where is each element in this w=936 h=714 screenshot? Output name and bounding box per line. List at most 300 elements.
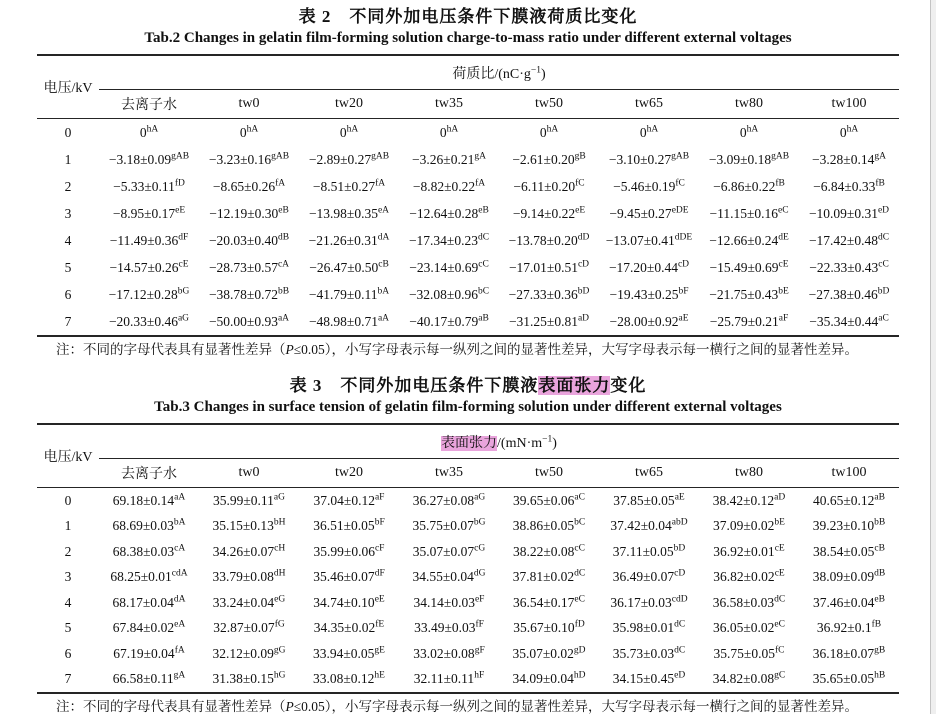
table-row [37, 514, 899, 540]
value-cell: $35.75\pm 0.07^{bG}$ [412, 517, 486, 534]
value-cell: $-3.23\pm 0.16^{gAB}$ [208, 151, 290, 167]
voltage-cell: 5 [64, 259, 72, 275]
value-cell: $37.81\pm 0.02^{dC}$ [512, 568, 586, 585]
value-cell: $-10.09\pm 0.31^{eD}$ [808, 205, 890, 221]
value-cell: $-17.01\pm 0.51^{cD}$ [508, 259, 590, 275]
value-cell: $34.09\pm 0.04^{hD}$ [512, 670, 586, 687]
significance-superscript: dC [674, 645, 686, 656]
significance-superscript: dA [377, 232, 390, 242]
significance-superscript: gB [574, 151, 586, 161]
value-cell: $-26.47\pm 0.50^{cB}$ [309, 259, 389, 275]
significance-superscript: eDE [671, 205, 689, 215]
value-cell: $-3.09\pm 0.18^{gAB}$ [708, 151, 790, 167]
value-cell: $34.74\pm 0.10^{eE}$ [313, 594, 385, 610]
column-header: tw50 [499, 90, 599, 119]
value-cell: $37.04\pm 0.12^{aF}$ [313, 492, 385, 508]
significance-superscript: eF [474, 594, 485, 605]
significance-superscript: hF [474, 670, 485, 681]
significance-superscript: dF [178, 232, 189, 242]
significance-superscript: eB [278, 205, 289, 215]
column-header: tw35 [399, 459, 499, 488]
note-text: ≤0.05），小写字母表示每一纵列之间的显著性差异，大写字母表示每一横行之间的显著性差异。 [293, 342, 859, 357]
value-cell: $-17.34\pm 0.23^{dC}$ [408, 232, 490, 248]
value-cell: $-12.64\pm 0.28^{eB}$ [409, 205, 489, 221]
voltage-cell: 3 [64, 569, 72, 585]
significance-superscript: cB [874, 543, 885, 554]
group-header-row [37, 424, 899, 459]
significance-superscript: dDE [674, 232, 693, 242]
voltage-cell: 2 [64, 543, 72, 559]
table-row [37, 173, 899, 200]
significance-superscript: dC [877, 232, 890, 242]
significance-superscript: gAB [171, 151, 190, 161]
value-cell: $-21.26\pm 0.31^{dA}$ [308, 232, 390, 248]
significance-superscript: hG [273, 670, 286, 681]
significance-superscript: aD [577, 313, 590, 323]
significance-superscript: aF [778, 313, 789, 323]
significance-superscript: fE [375, 619, 385, 630]
significance-superscript: hA [346, 124, 359, 134]
value-cell: $35.75\pm 0.05^{fC}$ [713, 645, 785, 661]
value-cell: $-41.79\pm 0.11^{bA}$ [308, 286, 390, 302]
value-cell: $0^{hA}$ [639, 124, 659, 140]
column-header-row [37, 90, 899, 119]
surface-tension-table [37, 423, 899, 694]
value-cell: $34.15\pm 0.45^{eD}$ [612, 670, 686, 687]
unit-suffix: ) [541, 66, 546, 82]
value-cell: $68.38\pm 0.03^{cA}$ [112, 543, 186, 559]
note-p-italic: P [285, 342, 294, 357]
significance-superscript: bF [374, 517, 385, 528]
significance-superscript: eC [777, 205, 789, 215]
significance-superscript: gAB [271, 151, 290, 161]
value-cell: −12.66±0.24dE [709, 232, 789, 248]
significance-superscript: fB [775, 178, 785, 188]
table2-note [28, 341, 908, 358]
significance-superscript: eD [877, 205, 890, 215]
table-row [37, 590, 899, 616]
value-cell: $0^{hA}$ [339, 124, 359, 140]
significance-superscript: cD [674, 568, 686, 579]
value-cell: $-38.78\pm 0.72^{bB}$ [208, 286, 290, 302]
table2-title-en: Tab.2 Changes in gelatin film-forming solution charge-to-mass ratio under different external voltages [144, 30, 792, 46]
significance-superscript: eB [874, 594, 885, 605]
significance-superscript: eB [478, 205, 489, 215]
value-cell: $-13.78\pm 0.20^{dD}$ [508, 232, 590, 248]
value-cell: $-13.98\pm 0.35^{eA}$ [308, 205, 390, 221]
significance-superscript: bD [577, 286, 590, 296]
value-cell: $40.65\pm 0.12^{aB}$ [813, 492, 885, 508]
value-cell: $0^{hA}$ [239, 124, 259, 140]
significance-superscript: aA [277, 313, 290, 323]
significance-superscript: cC [574, 543, 585, 554]
value-cell: $35.99\pm 0.06^{cF}$ [313, 543, 385, 559]
voltage-cell: 4 [64, 594, 72, 610]
value-cell: $-40.17\pm 0.79^{aB}$ [409, 313, 489, 329]
significance-superscript: hA [546, 124, 559, 134]
significance-superscript: aD [774, 492, 786, 503]
significance-superscript: eD [674, 670, 686, 681]
significance-superscript: dC [574, 568, 586, 579]
value-cell: $69.18\pm 0.14^{aA}$ [112, 492, 186, 508]
value-cell: $33.94\pm 0.05^{gE}$ [313, 645, 385, 661]
value-cell: $37.11\pm 0.05^{bD}$ [612, 543, 686, 559]
value-cell: $-28.73\pm 0.57^{cA}$ [208, 259, 290, 275]
table3-section [0, 375, 936, 714]
value-cell: $-35.34\pm 0.44^{aC}$ [809, 313, 889, 329]
significance-superscript: gD [573, 645, 586, 656]
value-cell: $-28.00\pm 0.92^{aE}$ [609, 313, 689, 329]
value-cell: $-5.46\pm 0.19^{fC}$ [613, 178, 685, 194]
unit-exponent: −1 [530, 64, 541, 75]
significance-superscript: fC [575, 178, 585, 188]
value-cell: $0^{hA}$ [539, 124, 559, 140]
voltage-cell: 6 [64, 286, 72, 302]
significance-superscript: bF [678, 286, 689, 296]
significance-superscript: fA [475, 178, 486, 188]
significance-superscript: aB [478, 313, 489, 323]
value-cell: $38.42\pm 0.12^{aD}$ [712, 492, 786, 508]
value-cell: $0^{hA}$ [139, 124, 159, 140]
value-cell: $-3.28\pm 0.14^{gA}$ [812, 151, 886, 167]
column-header: tw100 [799, 90, 899, 119]
value-cell: $-2.61\pm 0.20^{gB}$ [512, 151, 586, 167]
significance-superscript: cH [274, 543, 286, 554]
value-cell: $36.49\pm 0.07^{cD}$ [612, 568, 686, 585]
significance-superscript: cB [378, 259, 389, 269]
value-cell: $-20.33\pm 0.46^{aG}$ [108, 313, 190, 329]
significance-superscript: gB [874, 645, 886, 656]
significance-superscript: aG [474, 492, 486, 503]
voltage-cell: 6 [64, 645, 72, 661]
significance-superscript: cdA [171, 568, 188, 579]
value-cell: $32.12\pm 0.09^{gG}$ [212, 645, 286, 661]
significance-superscript: dB [277, 232, 290, 242]
value-cell: $35.07\pm 0.07^{cG}$ [412, 543, 486, 559]
significance-superscript: cF [374, 543, 385, 554]
value-cell: $34.14\pm 0.03^{eF}$ [413, 594, 485, 610]
value-cell: $36.05\pm 0.02^{eC}$ [713, 619, 785, 636]
significance-superscript: gA [173, 670, 186, 681]
charge-to-mass-table [37, 54, 899, 337]
value-cell: $-3.18\pm 0.09^{gAB}$ [108, 151, 190, 167]
significance-superscript: aB [874, 492, 885, 503]
unit-prefix: /(mN·m [497, 435, 543, 451]
significance-superscript: gF [474, 645, 485, 656]
note-text: 注：不同的字母代表具有显著性差异（ [56, 342, 286, 357]
value-cell: $39.65\pm 0.06^{aC}$ [513, 492, 585, 508]
significance-superscript: dB [874, 568, 886, 579]
significance-superscript: bD [877, 286, 890, 296]
column-header: 去离子水 [99, 90, 199, 119]
significance-superscript: aC [574, 492, 585, 503]
table-row [37, 119, 899, 147]
value-cell: $-31.25\pm 0.81^{aD}$ [508, 313, 590, 329]
significance-superscript: bD [673, 543, 686, 554]
value-cell: $-6.11\pm 0.20^{fC}$ [513, 178, 585, 194]
table-row [37, 227, 899, 254]
voltage-cell: 7 [64, 313, 72, 329]
unit-prefix: /(nC·g [494, 66, 531, 82]
significance-superscript: aA [377, 313, 390, 323]
value-cell: $36.82\pm 0.02^{cE}$ [713, 568, 785, 585]
significance-superscript: cE [774, 543, 785, 554]
significance-superscript: gAB [371, 151, 390, 161]
value-cell: $-23.14\pm 0.69^{cC}$ [409, 259, 489, 275]
highlighted-group-label: 表面张力 [441, 435, 498, 451]
unit-suffix: ) [552, 435, 557, 451]
table3-title-en: Tab.3 Changes in surface tension of gelatin film-forming solution under different external voltages [154, 399, 782, 415]
significance-superscript: hA [246, 124, 259, 134]
significance-superscript: dF [374, 568, 385, 579]
value-cell: $34.35\pm 0.02^{fE}$ [313, 619, 385, 636]
value-cell: $36.51\pm 0.05^{bF}$ [313, 517, 385, 534]
highlighted-surface-tension: 表面张力 [538, 376, 611, 395]
value-cell: $38.86\pm 0.05^{bC}$ [512, 517, 586, 534]
significance-superscript: eE [175, 205, 186, 215]
value-cell: $35.65\pm 0.05^{hB}$ [812, 670, 886, 687]
value-cell: $0^{hA}$ [839, 124, 859, 140]
table-row [37, 281, 899, 308]
significance-superscript: eA [174, 619, 186, 630]
significance-superscript: gAB [671, 151, 690, 161]
value-cell: $35.98\pm 0.01^{dC}$ [612, 619, 686, 636]
value-cell: $36.58\pm 0.03^{dC}$ [712, 594, 786, 610]
significance-superscript: bH [273, 517, 286, 528]
value-cell: $-48.98\pm 0.71^{aA}$ [308, 313, 390, 329]
value-cell: $31.38\pm 0.15^{hG}$ [212, 670, 286, 687]
significance-superscript: abD [671, 517, 688, 528]
significance-superscript: hB [874, 670, 886, 681]
value-cell: $67.84\pm 0.02^{eA}$ [112, 619, 186, 636]
group-header-row [37, 55, 899, 90]
group-header [99, 55, 899, 90]
value-cell: $33.79\pm 0.08^{dH}$ [212, 568, 286, 585]
significance-superscript: eG [274, 594, 286, 605]
voltage-row-header: 电压/kV [37, 424, 99, 488]
column-header: 去离子水 [99, 459, 199, 488]
unit-exponent: −1 [542, 433, 553, 444]
table-row [37, 200, 899, 227]
voltage-cell: 5 [64, 620, 72, 636]
value-cell: $-3.26\pm 0.21^{gA}$ [412, 151, 486, 167]
value-cell: $36.27\pm 0.08^{aG}$ [412, 492, 486, 508]
table-row [37, 488, 899, 514]
value-cell: $38.22\pm 0.08^{cC}$ [513, 543, 585, 559]
significance-superscript: hD [573, 670, 586, 681]
value-cell: $66.58\pm 0.11^{gA}$ [112, 670, 186, 687]
column-header: tw0 [199, 90, 299, 119]
value-cell: $-11.49\pm 0.36^{dF}$ [109, 232, 189, 248]
value-cell: $-13.07\pm 0.41^{dDE}$ [605, 232, 693, 248]
significance-superscript: dE [778, 232, 789, 242]
significance-superscript: hA [846, 124, 859, 134]
value-cell: $35.73\pm 0.03^{dC}$ [612, 645, 686, 661]
value-cell: $34.82\pm 0.08^{gC}$ [712, 670, 786, 687]
value-cell: $-11.15\pm 0.16^{eC}$ [709, 205, 789, 221]
value-cell: $-17.20\pm 0.44^{cD}$ [608, 259, 690, 275]
significance-superscript: gG [273, 645, 286, 656]
value-cell: $-8.95\pm 0.17^{eE}$ [112, 205, 186, 221]
significance-superscript: bE [778, 286, 789, 296]
significance-superscript: bE [774, 517, 785, 528]
value-cell: $-2.89\pm 0.27^{gAB}$ [308, 151, 390, 167]
value-cell: $36.92\pm 0.1^{fB}$ [816, 619, 882, 636]
significance-superscript: fA [174, 645, 185, 656]
significance-superscript: fA [275, 178, 286, 188]
significance-superscript: fC [675, 178, 685, 188]
significance-superscript: hA [746, 124, 759, 134]
significance-superscript: fA [375, 178, 386, 188]
value-cell: $32.11\pm 0.11^{hF}$ [413, 670, 485, 687]
value-cell: $33.02\pm 0.08^{gF}$ [413, 645, 485, 661]
value-cell: $37.85\pm 0.05^{aE}$ [613, 492, 685, 508]
value-cell: $35.15\pm 0.13^{bH}$ [212, 517, 286, 534]
voltage-cell: 2 [64, 178, 72, 194]
group-header [99, 424, 899, 459]
value-cell: $-6.84\pm 0.33^{fB}$ [813, 178, 885, 194]
table-row [37, 539, 899, 565]
note-p-italic: P [285, 699, 294, 714]
table3-title-zh [0, 375, 936, 396]
value-cell: $33.24\pm 0.04^{eG}$ [212, 594, 286, 610]
significance-superscript: gA [474, 151, 486, 161]
note-text: 注：不同的字母代表具有显著性差异（ [56, 699, 286, 714]
value-cell: $-8.65\pm 0.26^{fA}$ [212, 178, 286, 194]
significance-superscript: cE [178, 259, 189, 269]
value-cell: $-22.33\pm 0.43^{cC}$ [809, 259, 889, 275]
significance-superscript: fD [174, 178, 185, 188]
significance-superscript: cC [478, 259, 489, 269]
significance-superscript: dD [577, 232, 590, 242]
significance-superscript: cG [474, 543, 486, 554]
significance-superscript: cA [277, 259, 290, 269]
value-cell: $-14.57\pm 0.26^{cE}$ [109, 259, 189, 275]
significance-superscript: gA [874, 151, 886, 161]
value-cell: $-32.08\pm 0.96^{bC}$ [408, 286, 490, 302]
value-cell: $37.09\pm 0.02^{bE}$ [713, 517, 785, 534]
voltage-cell: 3 [64, 205, 72, 221]
value-cell: $35.07\pm 0.02^{gD}$ [512, 645, 586, 661]
value-cell: $-12.19\pm 0.30^{eB}$ [209, 205, 289, 221]
table-row [37, 616, 899, 642]
value-cell: $36.54\pm 0.17^{eC}$ [513, 594, 585, 610]
significance-superscript: cE [774, 568, 785, 579]
significance-superscript: fF [475, 619, 484, 630]
value-cell: $36.17\pm 0.03^{cdD}$ [610, 594, 688, 610]
value-cell: $33.49\pm 0.03^{fF}$ [414, 619, 484, 636]
significance-superscript: hA [446, 124, 459, 134]
significance-superscript: fB [875, 178, 885, 188]
significance-superscript: fG [274, 619, 285, 630]
value-cell: $33.08\pm 0.12^{hE}$ [313, 670, 385, 687]
column-header: tw65 [599, 459, 699, 488]
significance-superscript: eC [774, 619, 785, 630]
significance-superscript: aC [878, 313, 889, 323]
value-cell: $68.17\pm 0.04^{dA}$ [112, 594, 186, 610]
significance-superscript: bB [874, 517, 886, 528]
significance-superscript: dC [674, 619, 686, 630]
column-header: tw20 [299, 459, 399, 488]
significance-superscript: bB [277, 286, 290, 296]
table3-note [28, 698, 908, 714]
table-row [37, 565, 899, 591]
value-cell: $-15.49\pm 0.69^{cE}$ [709, 259, 789, 275]
value-cell: $-25.79\pm 0.21^{aF}$ [709, 313, 789, 329]
significance-superscript: cC [878, 259, 889, 269]
value-cell: $-6.86\pm 0.22^{fB}$ [713, 178, 785, 194]
value-cell: $67.19\pm 0.04^{fA}$ [113, 645, 185, 661]
value-cell: $32.87\pm 0.07^{fG}$ [213, 619, 285, 636]
value-cell: $-5.33\pm 0.11^{fD}$ [113, 178, 185, 194]
value-cell: $35.67\pm 0.10^{fD}$ [513, 619, 585, 636]
page-right-edge [930, 0, 936, 714]
value-cell: $0^{hA}$ [439, 124, 459, 140]
table3-title-zh-prefix: 表 3 不同外加电压条件下膜液 [289, 376, 539, 395]
column-header: tw35 [399, 90, 499, 119]
table2-body [37, 119, 899, 337]
table3-body [37, 488, 899, 694]
significance-superscript: eA [377, 205, 390, 215]
voltage-row-header: 电压/kV [37, 55, 99, 119]
significance-superscript: bC [477, 286, 490, 296]
significance-superscript: eE [575, 205, 586, 215]
voltage-cell: 0 [64, 124, 72, 140]
voltage-cell: 0 [64, 492, 72, 508]
value-cell: $-17.12\pm 0.28^{bG}$ [108, 286, 190, 302]
group-label: 荷质比 [452, 66, 495, 82]
column-header-row [37, 459, 899, 488]
note-text: ≤0.05），小写字母表示每一纵列之间的显著性差异，大写字母表示每一横行之间的显著性差异。 [293, 699, 859, 714]
value-cell: $38.54\pm 0.05^{cB}$ [813, 543, 885, 559]
column-header: tw0 [199, 459, 299, 488]
significance-superscript: cD [677, 259, 690, 269]
value-cell: $-20.03\pm 0.40^{dB}$ [208, 232, 290, 248]
significance-superscript: hE [374, 670, 385, 681]
significance-superscript: cE [778, 259, 789, 269]
significance-superscript: gE [374, 645, 385, 656]
value-cell: $38.09\pm 0.09^{dB}$ [812, 568, 886, 585]
value-cell: $-8.82\pm 0.22^{fA}$ [412, 178, 486, 194]
value-cell: $36.92\pm 0.01^{cE}$ [713, 543, 785, 559]
significance-superscript: dA [173, 594, 186, 605]
value-cell: $34.26\pm 0.07^{cH}$ [212, 543, 286, 559]
value-cell: $34.55\pm 0.04^{dG}$ [412, 568, 486, 585]
significance-superscript: dG [473, 568, 486, 579]
significance-superscript: aE [674, 492, 685, 503]
table-row [37, 146, 899, 173]
value-cell: $-27.38\pm 0.46^{bD}$ [808, 286, 890, 302]
significance-superscript: fD [574, 619, 585, 630]
significance-superscript: bA [377, 286, 390, 296]
column-header: tw20 [299, 90, 399, 119]
significance-superscript: fC [774, 645, 785, 656]
voltage-cell: 4 [64, 232, 72, 248]
significance-superscript: bG [177, 286, 190, 296]
voltage-cell: 1 [64, 151, 72, 167]
table-row [37, 308, 899, 336]
value-cell: $39.23\pm 0.10^{bB}$ [812, 517, 886, 534]
value-cell: $68.69\pm 0.03^{bA}$ [112, 517, 186, 534]
significance-superscript: aF [374, 492, 385, 503]
table2-section [0, 6, 936, 358]
significance-superscript: aA [174, 492, 186, 503]
value-cell: $-27.33\pm 0.36^{bD}$ [508, 286, 590, 302]
value-cell: $0^{hA}$ [739, 124, 759, 140]
table-row [37, 667, 899, 694]
voltage-cell: 1 [64, 518, 72, 534]
column-header: tw80 [699, 90, 799, 119]
